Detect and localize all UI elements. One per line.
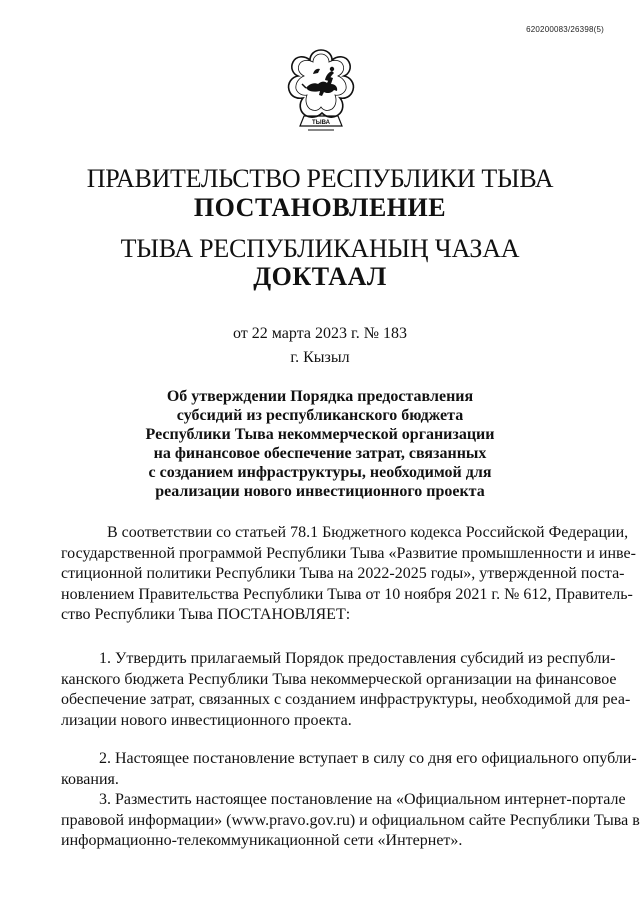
- paragraph-line: ство Республики Тыва ПОСТАНОВЛЯЕТ:: [61, 606, 351, 623]
- subject-line: на финансовое обеспечение затрат, связанных: [153, 445, 487, 462]
- emblem-text: ТЫВА: [312, 120, 330, 126]
- paragraph-line: В соответствии со статьей 78.1 Бюджетного кодекса Российской Федерации,: [107, 524, 629, 541]
- subject-line: субсидий из республиканского бюджета: [176, 407, 464, 424]
- document-type-tuv: ДОКТААЛ: [253, 262, 387, 291]
- document-type-ru: ПОСТАНОВЛЕНИЕ: [193, 193, 447, 222]
- government-title-tuv: ТЫВА РЕСПУБЛИКАНЫҢ ЧАЗАА: [120, 234, 520, 263]
- paragraph-line: правовой информации» (www.pravo.gov.ru) и официальном сайте Республики Тыва в: [61, 811, 640, 829]
- city: г. Кызыл: [290, 349, 350, 366]
- tuva-emblem-icon: [280, 44, 362, 136]
- item-2-paragraph: [61, 749, 637, 790]
- paragraph-line: информационно-телекоммуникационной сети «Интернет».: [61, 832, 463, 849]
- government-title-ru: ПРАВИТЕЛЬСТВО РЕСПУБЛИКИ ТЫВА: [86, 164, 554, 193]
- paragraph-line: кования.: [61, 770, 119, 788]
- subject-line: Об утверждении Порядка предоставления: [166, 388, 474, 405]
- document-subject: [0, 387, 640, 501]
- document-id: 620200083/26398(5): [526, 25, 604, 34]
- item-1-paragraph: [61, 649, 631, 731]
- paragraph-line: 1. Утвердить прилагаемый Порядок предоставления субсидий из республи-: [99, 650, 616, 667]
- item-3-paragraph: [61, 790, 640, 852]
- subject-line: реализации нового инвестиционного проекта: [155, 483, 485, 500]
- subject-line: Республики Тыва некоммерческой организации: [145, 426, 495, 443]
- date-and-number: от 22 марта 2023 г. № 183: [233, 325, 407, 342]
- paragraph-line: 3. Разместить настоящее постановление на «Официальном интернет-портале: [99, 791, 626, 808]
- paragraph-line: новлением Правительства Республики Тыва от 10 ноября 2021 г. № 612, Правитель-: [61, 585, 633, 603]
- paragraph-line: канского бюджета Республики Тыва некоммерческой организации на финансовое: [61, 670, 617, 688]
- paragraph-line: государственной программой Республики Тыва «Развитие промышленности и инве-: [61, 544, 636, 562]
- paragraph-line: обеспечение затрат, связанных с созданием инфраструктуры, необходимой для реа-: [61, 691, 631, 708]
- subject-line: с созданием инфраструктуры, необходимой для: [148, 464, 492, 481]
- paragraph-line: стиционной политики Республики Тыва на 2022-2025 годы», утвержденной поста-: [61, 565, 625, 582]
- paragraph-line: лизации нового инвестиционного проекта.: [61, 711, 352, 729]
- preamble-paragraph: [61, 523, 636, 626]
- paragraph-line: 2. Настоящее постановление вступает в силу со дня его официального опубли-: [99, 750, 637, 767]
